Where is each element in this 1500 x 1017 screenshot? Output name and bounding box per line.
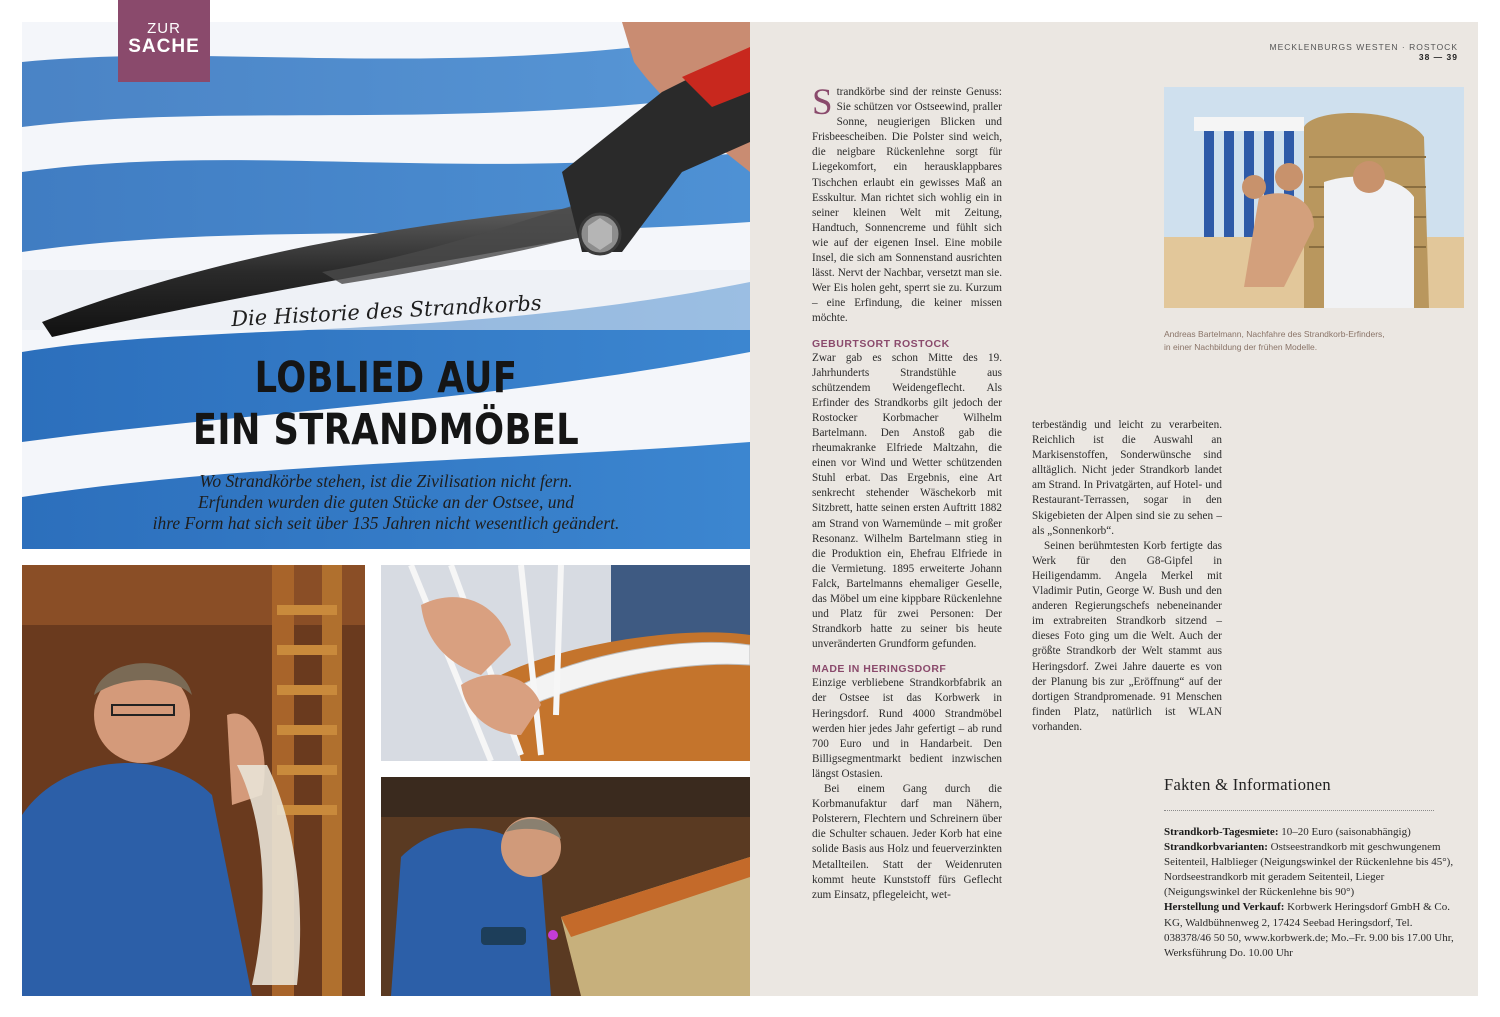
facts-divider — [1164, 810, 1434, 811]
article-column-1: Strandkörbe sind der reinste Genuss: Sie schützen vor Ostseewind, praller Sonne, neugierigen Blicken und Frisbeescheiben. Die Polster sind weich, die neigbare Rückenlehne sorgt für Liegekomfort, ein herausklappbares Tischchen erlaubt ein gewisses Maß an Esskultur. Man richtet sich wohlig ein in seiner kleinen Welt mit Zeitung, Handtuch, Sonnencreme und fühlt sich wie auf der eigenen Insel. Eine mobile Insel, die sich am Sonnenstand ausrichten lässt. Nervt der Nachbar, versetzt man sie. Wer Eis holen geht, sperrt sie zu. Kurzum – eine Erfindung, die keiner missen möchte. GEBURTSORT ROSTOCK Zwar gab es schon Mitte des 19. Jahrhunderts Strandstühle aus schützendem Weidengeflecht. Als Erfinder des Strandkorbs gilt jedoch der Rostocker Korbmacher Wilhelm Bartelmann. Den Anstoß gab die rheumakranke Elfriede Maltzahn, die einen vor Wind und Wetter schützenden Stuhl erbat. Das Ergebnis, eine Art senkrecht stehender Wäschekorb mit Sitzbrett, hatte seinen ersten Auftritt 1882 am Strand von Warnemünde – mit großer Resonanz. Wilhelm Bartelmann stieg in die Produktion ein, Ehefrau Elfriede in die Vermietung. 1895 erweiterte Johann Falck, Bartelmanns ehemaliger Geselle, das Möbel um eine kippbare Rückenlehne und Platz für zwei Personen: Der Strandkorb hatte zu seiner bis heute unveränderten Grundform gefunden. MADE IN HERINGSDORF Einzige verbliebene Strandkorbfabrik an der Ostsee ist das Korbwerk in Heringsdorf. Rund 4000 Strandmöbel werden hier jedes Jahr gefertigt – ab rund 700 Euro und in Handarbeit. Den Billigsegmentmarkt bedient inzwischen längst Ostasien. Bei einem Gang durch die Korbmanufaktur darf man Nähern, Polsterern, Flechtern und Schreinern über die Schulter schauen. Jeder Korb hat eine solide Basis aus Holz und feuerverzinkten Metallteilen. Statt der Weidenruten kommt heute Kunststoff fürs Geflecht zum Einsatz, pflegeleicht, wet- — [812, 82, 1002, 901]
subhead-heringsdorf: MADE IN HERINGSDORF — [812, 663, 947, 676]
headline: LOBLIED AUF EIN STRANDMÖBEL — [192, 353, 580, 455]
photo-beach-chairs — [1164, 87, 1464, 308]
drop-cap: S — [812, 82, 833, 123]
photo-craftsman-drilling — [381, 777, 750, 996]
hero-illustration — [22, 22, 750, 549]
subhead-geburtsort: GEBURTSORT ROSTOCK — [812, 337, 950, 350]
photo-caption: Andreas Bartelmann, Nachfahre des Strandkorb-Erfinders, in einer Nachbildung der frühen Modelle. — [1164, 329, 1385, 352]
folio: MECKLENBURGS WESTEN · ROSTOCK 38 — 39 — [1269, 42, 1458, 62]
article-column-2: terbeständig und leicht zu verarbeiten. Reichlich ist die Auswahl an Markisenstoffen, Sonderwünsche sind alltäglich. Nicht jeder Strandkorb landet am Strand. In Privatgärten, auf Hotel- und Restaurant-Terrassen, sogar in den Skigebieten der Alpen sind sie zu sehen – als „Sonnenkorb“. Seinen berühmtesten Korb fertigte das Werk für den G8-Gipfel in Heiligendamm. Angela Merkel mit Vladimir Putin, George W. Bush und den anderen Regierungschefs nebeneinander im extrabreiten Strandkorb sitzend – dieses Foto ging um die Welt. Auch der größte Strandkorb der Welt stammt aus Heringsdorf. Zwei Jahre dauerte es von der Planung bis zur „Eröffnung“ auf der dortigen Strandpromenade. 91 Menschen finden Platz, natürlich ist WLAN vorhanden. — [1032, 419, 1222, 733]
fact-herstellung: Herstellung und Verkauf: Korbwerk Heringsdorf GmbH & Co. KG, Waldbühnenweg 2, 17424 Seebad Heringsdorf, Tel. 038378/46 50 50, www.korbwerk.de; Mo.–Fr. 9.00 bis 17.00 Uhr, Werksführung Do. 10.00 Uhr — [1164, 901, 1454, 959]
section-tag: ZUR SACHE — [118, 0, 210, 82]
fact-varianten: Strandkorbvarianten: Ostseestrandkorb mit geschwungenem Seitenteil, Halblieger (Neigungswinkel der Rückenlehne bis 45°), Nordseestrandkorb mit geradem Seitenteil, Lieger (Neigungswinkel der Rückenlehne bis 90°) — [1164, 841, 1454, 899]
facts-title: Fakten & Informationen — [1164, 775, 1331, 794]
left-page — [22, 22, 750, 996]
fact-tagesmiete: Strandkorb-Tagesmiete: 10–20 Euro (saisonabhängig) — [1164, 826, 1411, 838]
magazine-spread — [22, 22, 1478, 996]
right-page — [750, 22, 1478, 996]
photo-hands-weaving — [381, 565, 750, 761]
deck: Wo Strandkörbe stehen, ist die Zivilisation nicht fern. Erfunden wurden die guten Stücke an der Ostsee, und ihre Form hat sich seit über 135 Jahren nicht wesentlich geändert. — [152, 471, 620, 533]
facts-list — [1164, 825, 1462, 961]
kicker: Die Historie des Strandkorbs — [230, 290, 542, 332]
photo-craftsman-weaving — [22, 565, 365, 996]
hero-photo-scissors — [22, 22, 750, 549]
